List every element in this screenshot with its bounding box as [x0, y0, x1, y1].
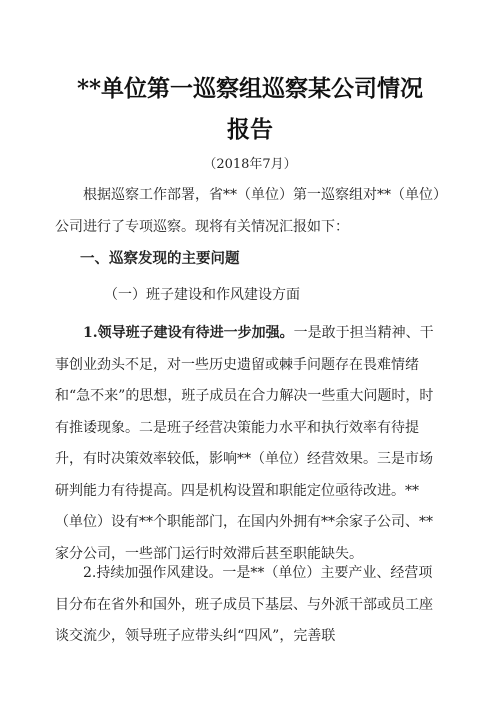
report-title-line-2: 报告	[227, 116, 273, 143]
subsection-heading: （一）班子建设和作风建设方面	[104, 287, 300, 303]
item-1-lead: 1.领导班子建设有待进一步加强。	[83, 325, 294, 341]
item-2-body: 一是**（单位）主要产业、经营项目分布在省外和国外，班子成员下基层、与外派干部或员工座谈交流少，领导班子应带头纠“四风”，完善联	[55, 565, 433, 644]
item-1-paragraph	[55, 318, 445, 570]
item-2-lead: 2.持续加强作风建设。	[83, 565, 223, 581]
item-1-body: 一是敢于担当精神、干事创业劲头不足，对一些历史遗留或棘手问题存在畏难情绪和“急不来”的思想，班子成员在合力解决一些重大问题时，时有推诿现象。二是班子经营决策能力水平和执行效率有待提升，有时决策效率较低，影响**（单位）经营效果。三是市场研判能力有待提高。四是机构设置和职能定位亟待改进。**（单位）设有**个职能部门，在国内外拥有**余家子公司、**家分公司，一些部门运行时效滞后甚至职能缺失。	[55, 325, 434, 562]
report-date: （2018年7月）	[203, 157, 297, 172]
intro-paragraph: 根据巡察工作部署，省**（单位）第一巡察组对**（单位）公司进行了专项巡察。现将有关情况汇报如下：	[55, 187, 440, 235]
item-2-paragraph	[55, 558, 445, 653]
section-heading: 一、巡察发现的主要问题	[80, 250, 240, 267]
report-title-line-1: **单位第一巡察组巡察某公司情况	[76, 75, 424, 102]
